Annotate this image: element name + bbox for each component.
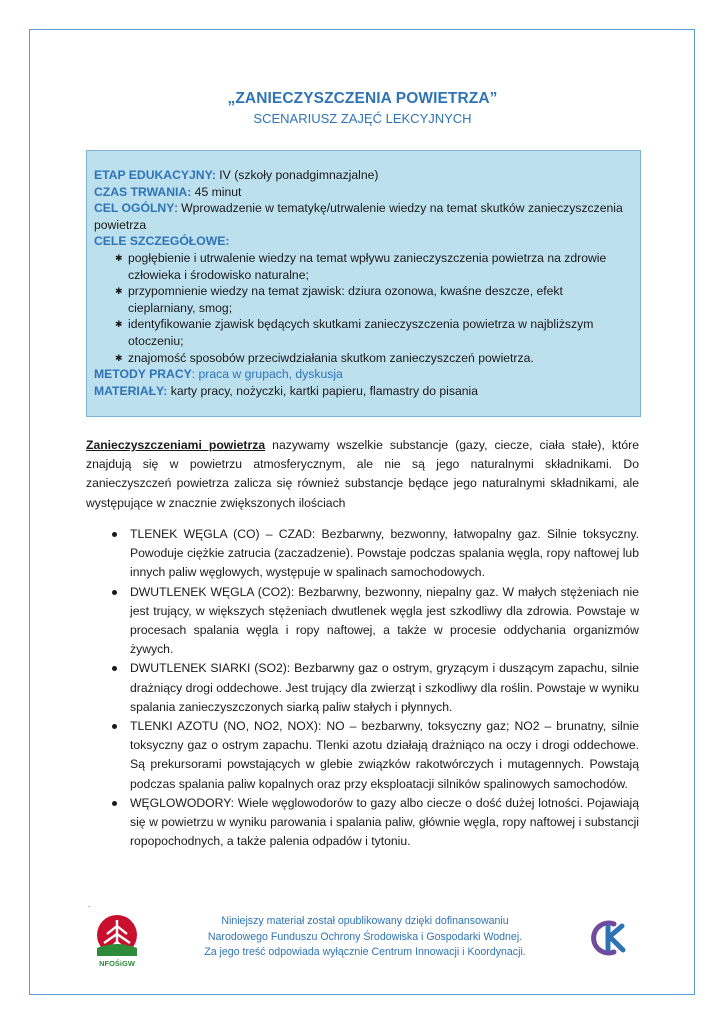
list-item: TLENKI AZOTU (NO, NO2, NOX): NO – bezbarwny, toksyczny gaz; NO2 – brunatny, silnie toksyczny gaz o ostrym zapachu. Tlenki azotu działają drażniąco na oczy i drogi oddechowe. Są prekursorami powstających w glebie związków rakotwórczych i mutagennych. Powstają podczas spalania paliw kopalnych oraz przy eksploatacji silników spalinowych samochodów.	[86, 717, 639, 794]
czas-row	[94, 184, 633, 201]
czas-value: 45 minut	[191, 184, 242, 199]
list-item: TLENEK WĘGLA (CO) – CZAD: Bezbarwny, bezwonny, łatwopalny gaz. Silnie toksyczny. Powoduje ciężkie zatrucia (zaczadzenie). Powstaje podczas spalania węgla, ropy naftowej lub innych paliw węglowych, występuje w spalinach samochodowych.	[86, 525, 639, 583]
document-subtitle: SCENARIUSZ ZAJĘĆ LEKCYJNYCH	[253, 111, 472, 126]
etap-value: IV (szkoły ponadgimnazjalne)	[215, 168, 379, 182]
list-item: DWUTLENEK SIARKI (SO2): Bezbarwny gaz o ostrym, gryzącym i duszącym zapachu, silnie drażniący drogi oddechowe. Jest trujący dla zwierząt i szkodliwy dla roślin. Powstaje w wyniku spalania zanieczyszczonych siarką paliw stałych i płynnych.	[86, 659, 639, 717]
intro-paragraph	[86, 436, 639, 513]
metody-row	[94, 366, 633, 383]
asterisk-bullet-icon: ✱	[115, 352, 123, 363]
czas-label: CZAS TRWANIA:	[94, 184, 192, 199]
cel-value: : Wprowadzenie w tematykę/utrwalenie wiedzy na temat skutków zanieczyszczenia powietrza	[94, 201, 623, 232]
footer-line-3: Za jego treść odpowiada wyłącznie Centrum Innowacji i Koordynacji.	[204, 946, 526, 958]
footer-funding-note	[180, 914, 550, 961]
materialy-value: karty pracy, nożyczki, kartki papieru, flamastry do pisania	[167, 383, 479, 398]
cel-label: CEL OGÓLNY	[94, 201, 175, 216]
list-item: WĘGLOWODORY: Wiele węglowodorów to gazy albo ciecze o dość dużej lotności. Pojawiają się w powietrzu w wyniku parowania i spalania paliw, głównie węgla, ropy naftowej i substancji ropopochodnych, a także palenia odpadów i tytoniu.	[86, 794, 639, 852]
bullet-icon	[112, 801, 117, 806]
list-item: DWUTLENEK WĘGLA (CO2): Bezbarwny, bezwonny, niepalny gaz. W małych stężeniach nie jest trujący, w większych stężeniach dwutlenek węgla jest szkodliwy dla zdrowia. Powstaje w procesach spalania węgla i ropy naftowej, a także w procesie oddychania organizmów żywych.	[86, 583, 639, 660]
document-title: „ZANIECZYSZCZENIA POWIETRZA”	[227, 90, 498, 107]
asterisk-bullet-icon: ✱	[115, 286, 123, 297]
cele-row	[94, 233, 633, 250]
footer-dot: .	[88, 900, 91, 909]
materialy-row	[94, 383, 633, 400]
list-item: ✱ przypomnienie wiedzy na temat zjawisk: dziura ozonowa, kwaśne deszcze, efekt cieplarniany, smog;	[115, 284, 563, 315]
bullet-icon	[112, 666, 117, 671]
intro-text: nazywamy wszelkie substancje (gazy, ciecze, ciała stałe), które znajdują się w powietrzu atmosferycznym, ale nie są jego naturalnymi składnikami. Do zanieczyszczeń powietrza zalicza się również substancje będące jego naturalnymi składnikami, ale występujące w znacznie zwiększonych ilościach	[86, 438, 639, 510]
cele-list	[94, 250, 633, 366]
metody-label: METODY PRACY	[94, 367, 192, 382]
etap-row	[94, 167, 633, 184]
bullet-icon	[112, 590, 117, 595]
lesson-info-box	[86, 150, 641, 417]
asterisk-bullet-icon: ✱	[115, 319, 123, 330]
cel-row	[94, 200, 633, 233]
cik-logo	[588, 918, 630, 958]
footer-line-2: Narodowego Funduszu Ochrony Środowiska i Gospodarki Wodnej.	[207, 930, 523, 943]
list-item: ✱ pogłębienie i utrwalenie wiedzy na temat wpływu zanieczyszczenia powietrza na zdrowie człowieka i środowisko naturalne;	[115, 250, 607, 282]
list-item: ✱ identyfikowanie zjawisk będących skutkami zanieczyszczenia powietrza w najbliższym otoczeniu;	[115, 317, 594, 348]
bullet-icon	[112, 724, 117, 729]
materialy-label: MATERIAŁY:	[94, 383, 168, 398]
etap-label: ETAP EDUKACYJNY:	[94, 168, 216, 182]
bullet-icon	[112, 532, 117, 537]
intro-term: Zanieczyszczeniami powietrza	[86, 438, 266, 452]
nfosigw-logo-text: NFOŚiGW	[99, 959, 135, 968]
footer-line-1: Niniejszy materiał został opublikowany dzięki dofinansowaniu	[221, 915, 509, 927]
asterisk-bullet-icon: ✱	[115, 252, 123, 263]
nfosigw-logo	[92, 912, 142, 968]
list-item: ✱ znajomość sposobów przeciwdziałania skutkom zanieczyszczeń powietrza.	[115, 350, 534, 365]
pollutants-list	[86, 525, 639, 851]
metody-value: : praca w grupach, dyskusja	[191, 367, 343, 382]
cele-label: CELE SZCZEGÓŁOWE:	[94, 234, 230, 249]
